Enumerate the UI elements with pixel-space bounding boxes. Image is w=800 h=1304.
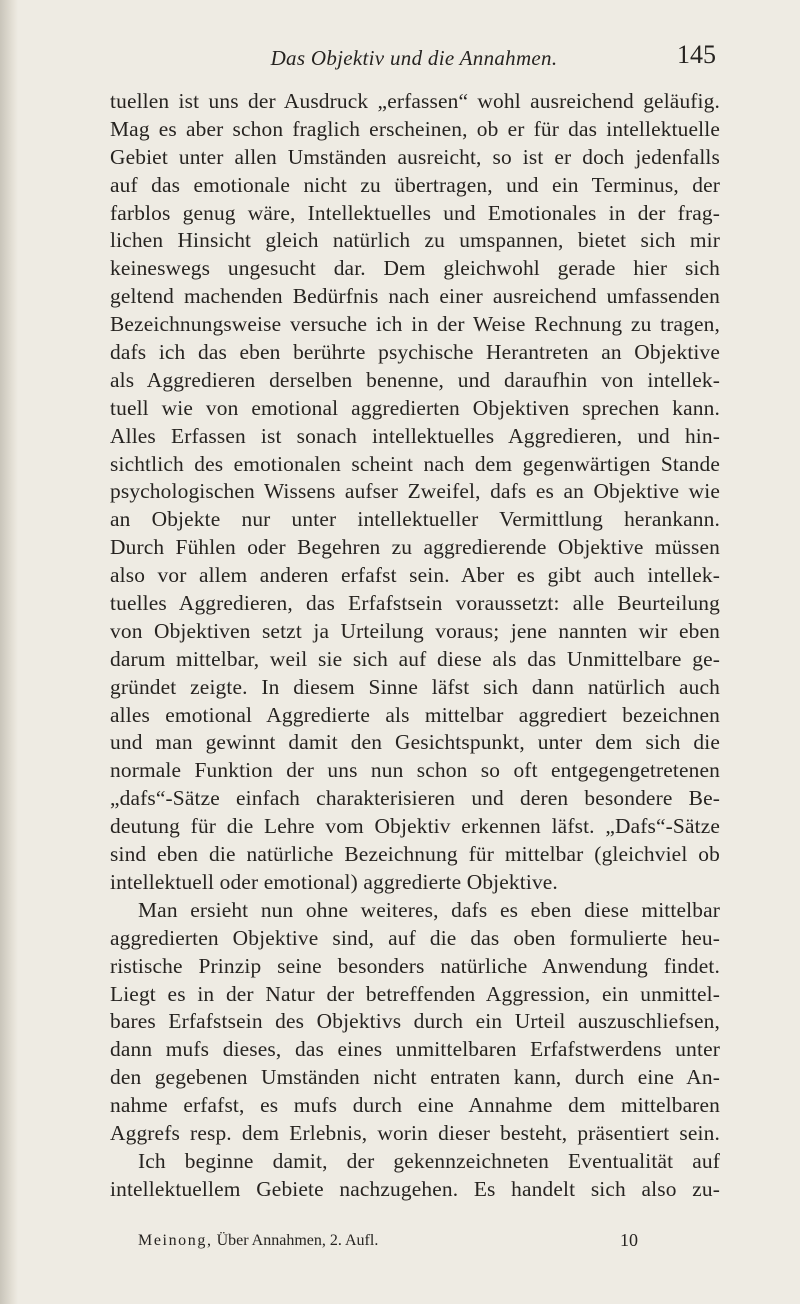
- text-line: tuellen ist uns der Ausdruck „erfassen“ wohl ausreichend geläufig.: [110, 89, 720, 113]
- text-line: Bezeichnungsweise versuche ich in der Weise Rechnung zu tragen,: [110, 312, 720, 337]
- text-line: Liegt es in der Natur der betreffenden Aggression, ein unmittel-: [110, 981, 720, 1006]
- text-line: als Aggredieren derselben benenne, und daraufhin von intellek-: [110, 367, 720, 392]
- signature-mark: 10: [620, 1230, 638, 1250]
- footer-title: Über Annahmen, 2. Aufl.: [216, 1232, 379, 1249]
- text-line: normale Funktion der uns nun schon so oft entgegengetretenen: [110, 758, 720, 783]
- page-footer: [138, 1232, 658, 1256]
- text-line: und man gewinnt damit den Gesichtspunkt, unter dem sich die: [110, 730, 720, 755]
- text-line: an Objekte nur unter intellektueller Vermittlung herankann.: [110, 507, 720, 532]
- page-number: 145: [677, 40, 716, 69]
- text-line: intellektuellem Gebiete nachzugehen. Es handelt sich also zu-: [110, 1176, 720, 1201]
- text-line: gründet zeigte. In diesem Sinne läfst sich dann natürlich auch: [110, 674, 720, 699]
- text-line: Gebiet unter allen Umständen ausreicht, so ist er doch jedenfalls: [110, 144, 720, 169]
- text-line: bares Erfafstsein des Objektivs durch ein Urteil auszuschliefsen,: [110, 1009, 720, 1034]
- text-line: sichtlich des emotionalen scheint nach dem gegenwärtigen Stande: [110, 451, 720, 476]
- running-head: Das Objektiv und die Annahmen.: [270, 46, 558, 70]
- text-line: psychologischen Wissens aufser Zweifel, dafs es an Objektive wie: [110, 479, 720, 504]
- text-line: tuelles Aggredieren, das Erfafstsein voraussetzt: alle Beurteilung: [110, 591, 720, 616]
- body-text: [110, 88, 720, 1204]
- text-line: Aggrefs resp. dem Erlebnis, worin dieser besteht, präsentiert sein.: [110, 1120, 720, 1145]
- text-line: „dafs“-Sätze einfach charakterisieren und deren besondere Be-: [110, 786, 720, 811]
- text-line: darum mittelbar, weil sie sich auf diese als das Unmittelbare ge-: [110, 646, 720, 671]
- text-line: tuell wie von emotional aggredierten Objektiven sprechen kann.: [110, 395, 720, 420]
- page-binding-shadow: [0, 0, 18, 1304]
- text-line: lichen Hinsicht gleich natürlich zu umspannen, bietet sich mir: [110, 228, 720, 253]
- text-line: Mag es aber schon fraglich erscheinen, ob er für das intellektuelle: [110, 116, 720, 141]
- text-line: also vor allem anderen erfafst sein. Aber es gibt auch intellek-: [110, 563, 720, 588]
- text-line: Durch Fühlen oder Begehren zu aggredierende Objektive müssen: [110, 535, 720, 560]
- text-line-paragraph-start: Ich beginne damit, der gekennzeichneten Eventualität auf: [138, 1148, 720, 1173]
- text-line: keineswegs ungesucht dar. Dem gleichwohl gerade hier sich: [110, 256, 720, 281]
- text-line: farblos genug wäre, Intellektuelles und Emotionales in der frag-: [110, 200, 720, 225]
- text-line: von Objektiven setzt ja Urteilung voraus; jene nannten wir eben: [110, 618, 720, 643]
- text-line-paragraph-start: Man ersieht nun ohne weiteres, dafs es eben diese mittelbar: [138, 897, 720, 922]
- text-line: alles emotional Aggredierte als mittelbar aggrediert bezeichnen: [110, 702, 720, 727]
- text-line: dann mufs dieses, das eines unmittelbaren Erfafstwerdens unter: [110, 1037, 720, 1062]
- text-line: sind eben die natürliche Bezeichnung für mittelbar (gleichviel ob: [110, 842, 720, 867]
- text-line: aggredierten Objektive sind, auf die das oben formulierte heu-: [110, 925, 720, 950]
- footer-author: Meinong,: [138, 1232, 213, 1249]
- text-line: Alles Erfassen ist sonach intellektuelles Aggredieren, und hin-: [110, 423, 720, 448]
- page-header: [112, 40, 716, 80]
- text-line: auf das emotionale nicht zu übertragen, und ein Terminus, der: [110, 172, 720, 197]
- text-line: den gegebenen Umständen nicht entraten kann, durch eine An-: [110, 1065, 720, 1090]
- text-line: geltend machenden Bedürfnis nach einer ausreichend umfassenden: [110, 284, 720, 309]
- text-line: nahme erfafst, es mufs durch eine Annahme dem mittelbaren: [110, 1093, 720, 1118]
- text-line: deutung für die Lehre vom Objektiv erkennen läfst. „Dafs“-Sätze: [110, 814, 720, 839]
- text-line: dafs ich das eben berührte psychische Herantreten an Objektive: [110, 340, 720, 365]
- text-line: ristische Prinzip seine besonders natürliche Anwendung findet.: [110, 953, 720, 978]
- text-line-paragraph-end: intellektuell oder emotional) aggredierte Objektive.: [110, 869, 558, 894]
